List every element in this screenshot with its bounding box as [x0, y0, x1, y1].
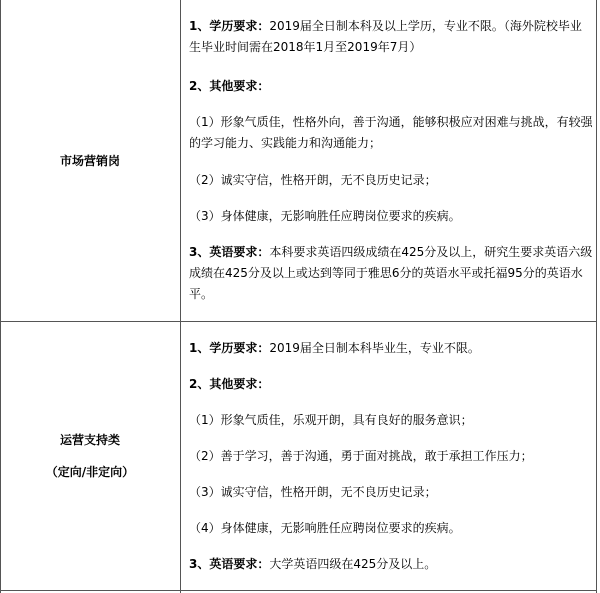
education-requirement: 1、学历要求：2019届全日制本科毕业生，专业不限。: [189, 341, 480, 355]
position-type: （定向/非定向）: [45, 465, 135, 479]
other-requirement-item: （2）善于学习，善于沟通，勇于面对挑战，敢于承担工作压力；: [189, 449, 533, 463]
english-requirement: 3、英语要求：本科要求英语四级成绩在425分及以上，研究生要求英语六级 成绩在425分及以上或达到等同于雅思6分的英语水平或托福95分的英语水 平。: [189, 245, 593, 301]
other-requirement-item: （1）形象气质佳，性格外向，善于沟通，能够积极应对困难与挑战，有较强 的学习能力、实践能力和沟通能力；: [189, 115, 593, 150]
education-requirement: 1、学历要求：2019届全日制本科及以上学历，专业不限。（海外院校毕业 生毕业时间需在2018年1月至2019年7月）: [189, 19, 582, 54]
position-name: 市场营销岗: [59, 153, 120, 168]
english-requirement: 3、英语要求：大学英语四级在425分及以上。: [189, 557, 437, 571]
other-requirements-heading: 2、其他要求：: [189, 79, 270, 93]
position-label-operations: [0, 322, 180, 590]
other-requirement-item: （1）形象气质佳，乐观开朗，具有良好的服务意识；: [189, 413, 473, 427]
other-requirement-item: （3）身体健康，无影响胜任应聘岗位要求的疾病。: [189, 209, 461, 223]
other-requirement-item: （4）身体健康，无影响胜任应聘岗位要求的疾病。: [189, 521, 461, 535]
border-bottom: [0, 590, 597, 591]
other-requirement-item: （3）诚实守信，性格开朗，无不良历史记录；: [189, 485, 437, 499]
position-label-marketing: [0, 0, 180, 321]
position-name: 运营支持类: [59, 433, 120, 447]
other-requirements-heading: 2、其他要求：: [189, 377, 270, 391]
border-right: [596, 0, 597, 593]
requirements-marketing: [181, 0, 593, 321]
requirements-operations: [181, 322, 593, 590]
other-requirement-item: （2）诚实守信，性格开朗，无不良历史记录；: [189, 173, 437, 187]
